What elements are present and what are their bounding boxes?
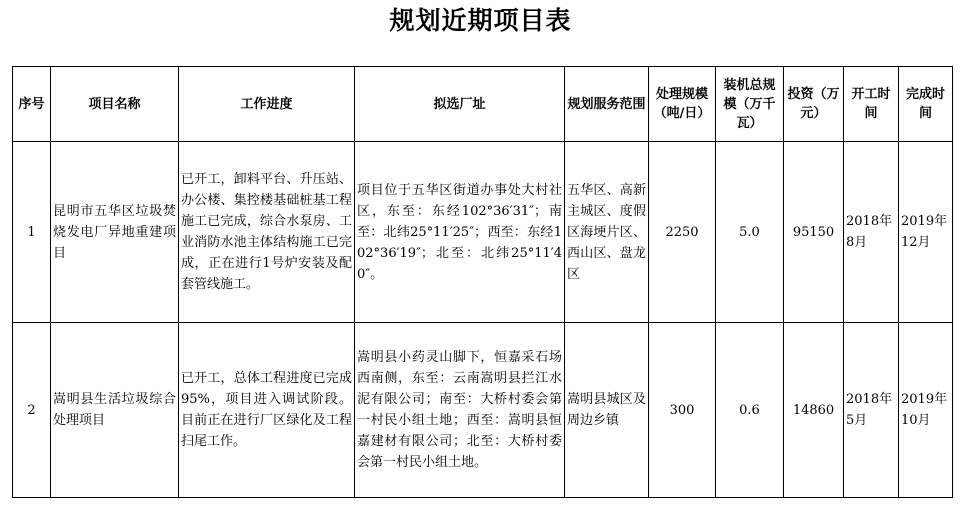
cell-service: 五华区、高新主城区、度假区海埂片区、西山区、盘龙区 <box>565 142 649 323</box>
header-power: 装机总规模（万千瓦） <box>716 67 784 142</box>
cell-name: 嵩明县生活垃圾综合处理项目 <box>51 323 179 498</box>
cell-investment: 95150 <box>784 142 844 323</box>
cell-site: 嵩明县小药灵山脚下，恒嘉采石场西南侧，东至：云南嵩明县拦江水泥有限公司；南至：大桥村委会第一村民小组土地；西至：嵩明县恒嘉建材有限公司；北至：大桥村委会第一村民小组土地。 <box>355 323 565 498</box>
cell-seq: 1 <box>13 142 51 323</box>
cell-name: 昆明市五华区垃圾焚烧发电厂异地重建项目 <box>51 142 179 323</box>
cell-service: 嵩明县城区及周边乡镇 <box>565 323 649 498</box>
table-row <box>13 323 953 498</box>
header-capacity: 处理规模（吨/日） <box>649 67 716 142</box>
project-table <box>12 66 953 498</box>
header-start: 开工时间 <box>844 67 899 142</box>
cell-progress: 已开工，卸料平台、升压站、办公楼、集控楼基础桩基工程施工已完成，综合水泵房、工业消防水池主体结构施工已完成，正在进行1号炉安装及配套管线施工。 <box>179 142 355 323</box>
cell-capacity: 2250 <box>649 142 716 323</box>
cell-capacity: 300 <box>649 323 716 498</box>
header-progress: 工作进度 <box>179 67 355 142</box>
table-row <box>13 142 953 323</box>
cell-power: 5.0 <box>716 142 784 323</box>
header-finish: 完成时间 <box>899 67 953 142</box>
header-investment: 投资（万元） <box>784 67 844 142</box>
cell-seq: 2 <box>13 323 51 498</box>
header-seq: 序号 <box>13 67 51 142</box>
cell-power: 0.6 <box>716 323 784 498</box>
cell-progress: 已开工，总体工程进度已完成95%，项目进入调试阶段。目前正在进行厂区绿化及工程扫尾工作。 <box>179 323 355 498</box>
cell-finish: 2019年 12月 <box>899 142 953 323</box>
cell-start: 2018年 8月 <box>844 142 899 323</box>
header-row <box>13 67 953 142</box>
cell-start: 2018年 5月 <box>844 323 899 498</box>
cell-investment: 14860 <box>784 323 844 498</box>
cell-finish: 2019年 10月 <box>899 323 953 498</box>
header-site: 拟选厂址 <box>355 67 565 142</box>
header-name: 项目名称 <box>51 67 179 142</box>
page-title: 规划近期项目表 <box>389 6 572 35</box>
cell-site: 项目位于五华区街道办事处大村社区，东至：东经102°36′31″；南至：北纬25°11′25″；西至：东经102°36′19″；北至：北纬25°11′40″。 <box>355 142 565 323</box>
header-service: 规划服务范围 <box>565 67 649 142</box>
